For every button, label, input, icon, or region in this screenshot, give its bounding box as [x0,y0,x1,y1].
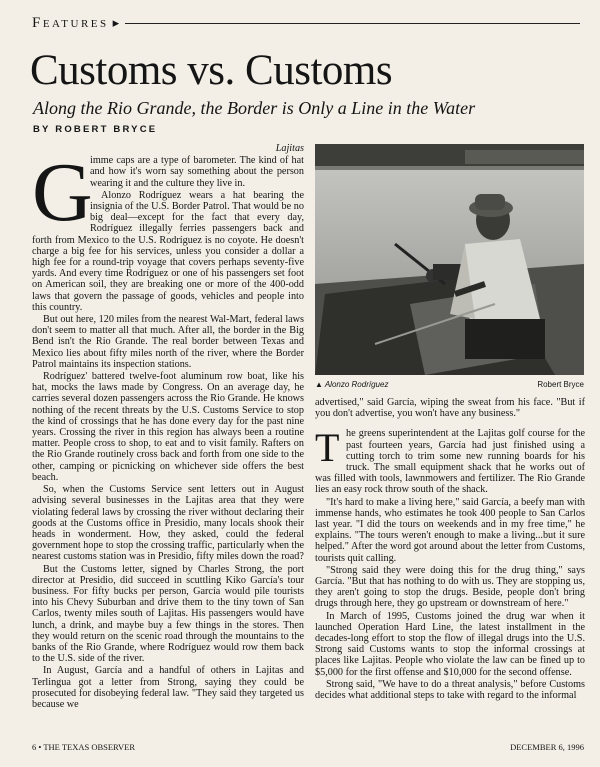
arrow-icon: ▸ [112,15,120,30]
right-column [315,397,585,739]
left-paragraph-3: Rodríguez' battered twelve-foot aluminum row boat, like his hat, mocks the laws made by Congress. On an average day, he carries several dozen passengers across the Rio Grande. He knows nothing of the recent threats by the U.S. Customs Service to stop the kind of crossings that he has done every day for the past nine years. Crossing the river in this region has always been a routine matter. People cross to shop, to eat and to visit family. Rafters on the Rio Grande routinely cross back and forth from one side to the other, camping or picnicking on whichever side offers the best beach. [32,371,304,483]
photo-caption [315,380,584,389]
section-label: Features [32,14,109,31]
footer-folio: 6 • THE TEXAS OBSERVER [32,742,136,752]
article-subtitle: Along the Rio Grande, the Border is Only a Line in the Water [33,98,476,118]
drop-cap-t: T [315,425,340,471]
caption-subject: ▲ Alonzo Rodríguez [315,380,389,389]
photo-credit: Robert Bryce [537,380,584,389]
left-paragraph-0: G imme caps are a type of barometer. The kind of hat and how it's worn say something about the person wearing it and the culture they live in. [32,146,304,240]
right-paragraph-2: "Strong said they were doing this for the drug thing," says García. "But that has nothing to do with us. They are stopping us, they aren't going to stop the drugs. Beside, people don't bring drugs through here, they go upstream or downstream of here." [315,564,585,610]
left-paragraph-1: Alonzo Rodríguez wears a hat bearing the insignia of the U.S. Border Patrol. That would be no big deal—except for the fact that every day, Rodríguez illegally ferries passengers back and forth from Mexico to the U.S. Rodríguez is no coyote. He doesn't charge a big fee for his services, unless you consider a dollar a high fee for a round-trip voyage that covers perhaps seventy-five yards. And every time Rodríguez or one of his passengers set foot on American soil, they are breaking one or more of the 400-odd laws that govern the passage of goods, vehicles and people into this country. [32,189,304,313]
photo-alonzo-rodriguez [315,144,584,375]
right-paragraph-3: In March of 1995, Customs joined the drug war when it launched Operation Hard Line, the latest installment in the decades-long effort to stop the flow of illegal drugs into the U.S. Strong said Customs wants to stop the informal crossings at places like Lajitas. People who violate the law can be fined up to $5,000 for the first offense and $10,000 for the second offense. [315,610,585,678]
left-paragraph-2: But out here, 120 miles from the nearest Wal-Mart, federal laws don't seem to matter all that much. After all, the border in the Big Bend isn't the Rio Grande. The real border between Texas and Mexico lies about fifty miles north of the river, where the Border Patrol maintains its inspection stations. [32,314,304,370]
section-kicker [32,13,580,33]
right-continuation: advertised," said García, wiping the sweat from his face. "But if you don't advertise, you won't have any business." [315,397,585,420]
right-paragraph-0: The greens superintendent at the Lajitas golf course for the past fourteen years, García had just finished using a cutting torch to trim some new running boards for his truck. The small equipment shack that he works out of was filled with tools, lawnmowers and fertilizer. The Rio Grande lies an easy rock throw south of the shack. [315,425,585,496]
right-paragraph-4: Strong said, "We have to do a threat analysis," before Customs decides what additional steps to take with regard to the informal [315,678,585,702]
left-paragraph-6: In August, García and a handful of others in Lajitas and Terlingua got a letter from Strong, saying they could be prosecuted for disobeying federal law. "They said they targeted us because we [32,665,304,710]
dateline: Lajitas [275,143,304,154]
left-paragraph-5: But the Customs letter, signed by Charles Strong, the port director at Presidio, did succeed in scuttling Kiko García's tour business. For fifty bucks per person, García would pile tourists into his Chevy Suburban and drive them to the tiny town of San Carlos, twenty miles south of Lajitas. His passengers would have lunch, a drink, and maybe buy a few things in the stores. Then they would return on the scenic road through the mountains to the banks of the Rio Grande, where Rodríguez would row them back to the U.S. side of the river. [32,563,304,665]
page-footer [32,742,584,752]
left-column [32,143,304,739]
header-rule [125,23,580,24]
drop-cap: G [32,146,93,240]
photo-image [315,144,584,375]
article-title: Customs vs. Customs [30,47,393,94]
right-paragraph-1: "It's hard to make a living here," said García, a beefy man with immense hands, who estimates he took 400 people to San Carlos last year. "I did the tours on weekends and in my free time," he explains. "The tours weren't enough to make a living...but it sure helped." After the word got around about the letter from Customs, tourists quit calling. [315,496,585,564]
left-paragraph-4: So, when the Customs Service sent letters out in August advising several businesses in the Lajitas area that they were violating federal laws by crossing the river without declaring their goods at the Customs office in Presidio, many locals shook their heads in wonderment. How, they asked, could the federal government hope to stop the crossing traffic, particularly when the nearest customs station was in Presidio, fifty miles down the road? [32,484,304,563]
footer-date: DECEMBER 6, 1996 [510,742,584,752]
byline: BY ROBERT BRYCE [33,124,158,135]
